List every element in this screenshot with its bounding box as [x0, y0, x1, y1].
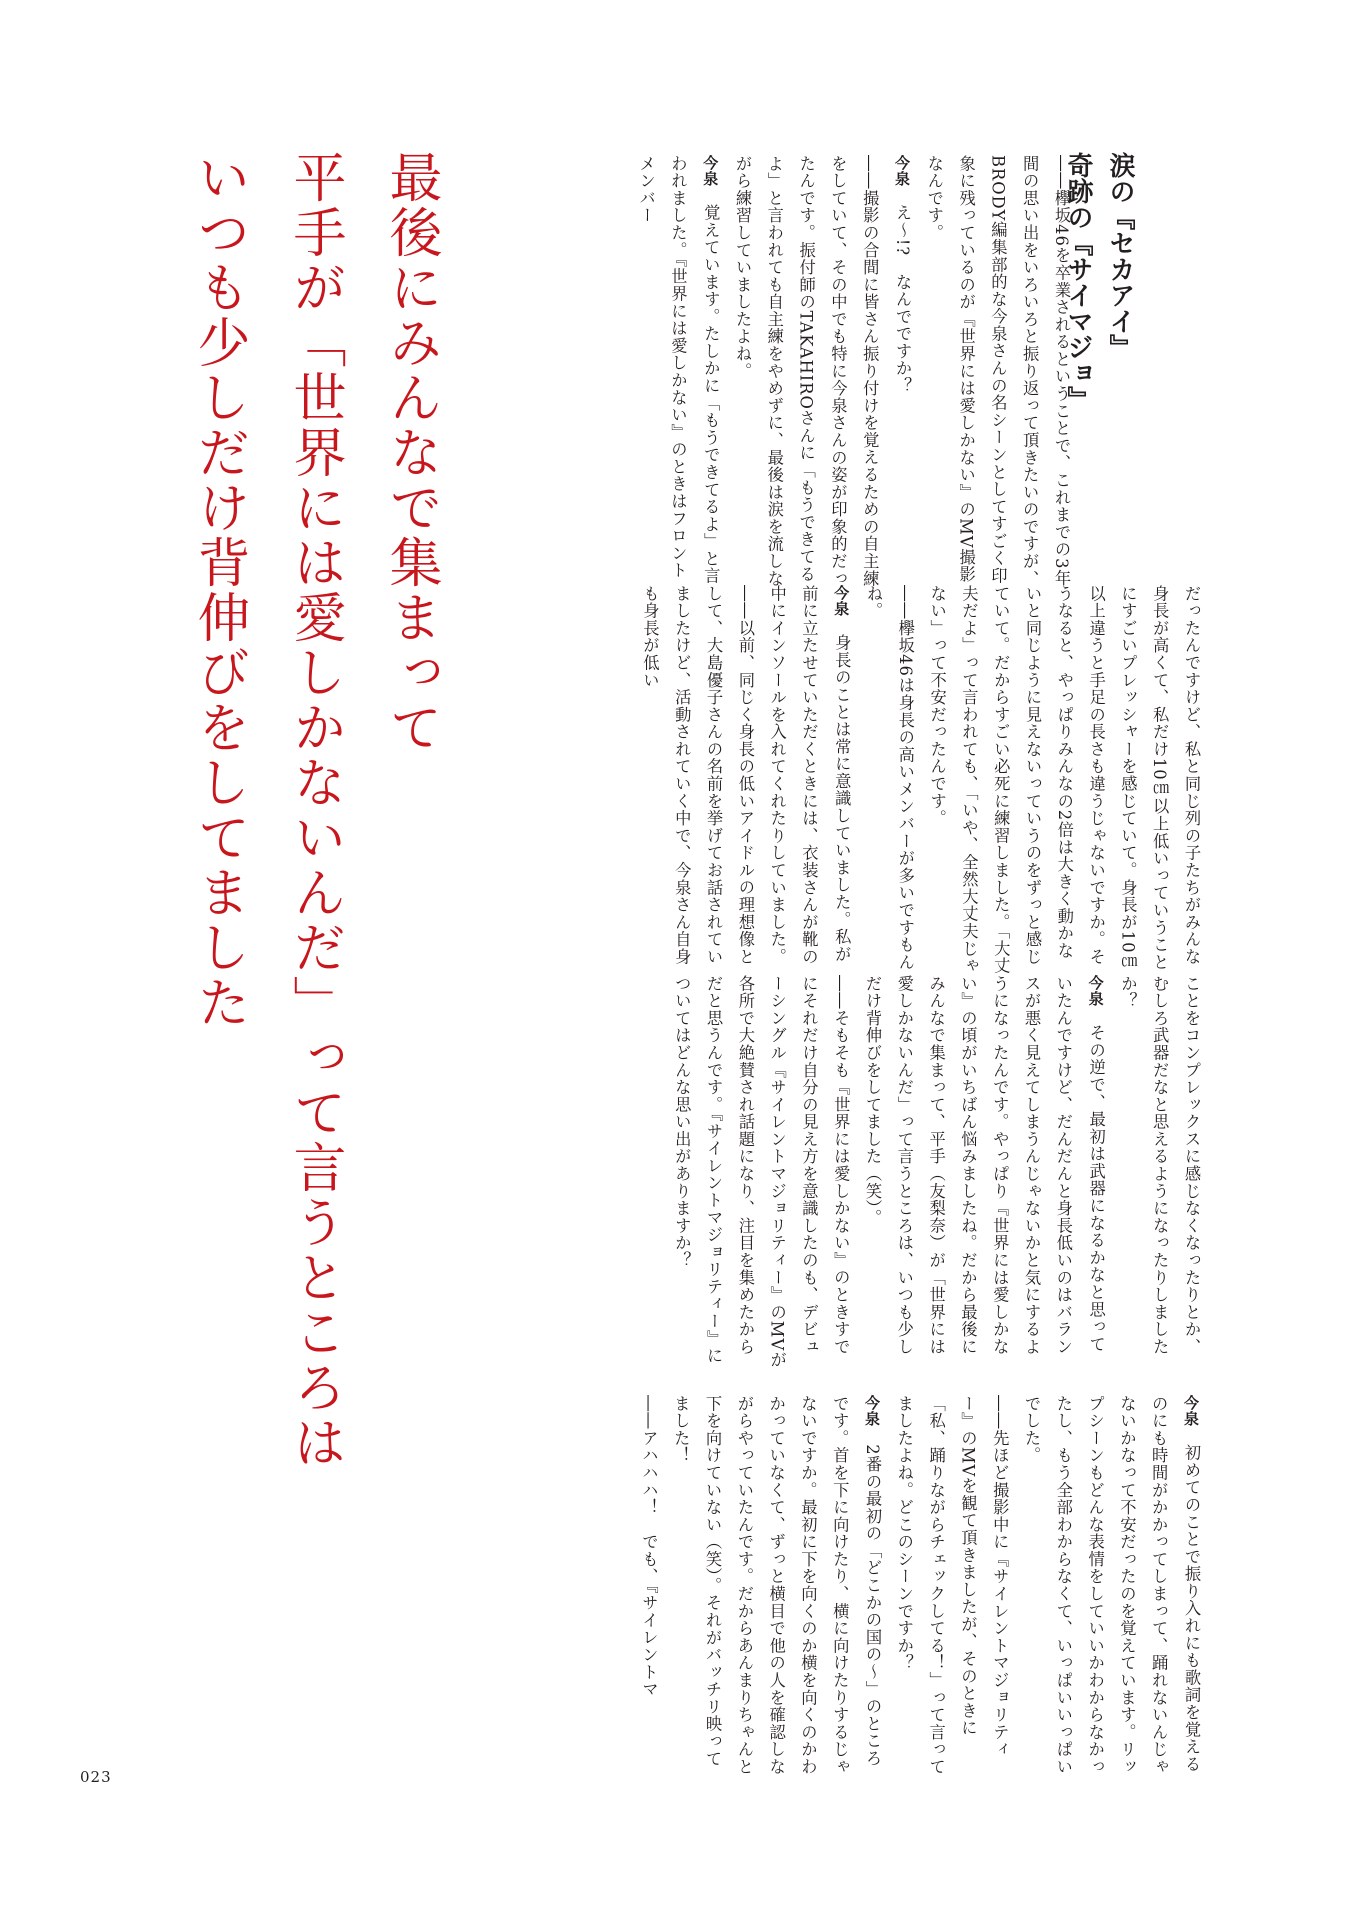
speaker-label: 今泉 — [1086, 975, 1105, 1007]
paragraph — [1015, 1395, 1207, 1780]
headline-line-2: 平手が「世界には愛しかないんだ」って言うところは — [285, 150, 346, 1470]
speaker-label: 今泉 — [863, 1395, 882, 1427]
paragraph — [918, 155, 1077, 595]
paragraph — [1112, 975, 1207, 1370]
paragraph-text: え〜!? なんでですか？ — [893, 204, 913, 395]
paragraph — [633, 1395, 665, 1780]
paragraph — [630, 155, 726, 595]
interview-block-3 — [665, 975, 1207, 1370]
speaker-label: 今泉 — [701, 155, 720, 187]
headline-line-1: 最後にみんなで集まって — [381, 150, 442, 755]
paragraph — [665, 975, 856, 1370]
interview-block-4 — [633, 1395, 1207, 1780]
page-number: 023 — [80, 1768, 112, 1786]
speaker-label: 今泉 — [1182, 1395, 1200, 1427]
paragraph — [885, 155, 918, 595]
subtitle-line-1: 涙の『セカアイ』 — [1105, 152, 1135, 360]
paragraph-text: だったんですけど、私と同じ列の子たちがみんな身長が高くて、私だけ10㎝以上低いっていうことにすごいプレッシャーを感じていて。身長が10㎝以上違うと手足の長さも違うじゃないですか。そうなると、やっぱりみんなの2倍は大きく動かないと同じように見えないっていうのをずっと感じていて。だからすごい必死に練習しました。「大丈夫だよ」って言われても、「いや、全然大丈夫じゃない」って不安だったんです。 — [927, 585, 1201, 975]
paragraph — [888, 1395, 1015, 1780]
paragraph — [921, 585, 1207, 975]
paragraph-text: 初めてのことで振り入れにも歌詞を覚えるのにも時間がかかってしまって、踊れないんじゃないかなって不安だったのを覚えています。リップシーンもどんな表情をしていいかわからなかったし、もう全部わからなくて、いっぱいいっぱいでした。 — [1022, 1395, 1201, 1776]
paragraph — [857, 585, 921, 975]
paragraph-text: ――撮影の合間に皆さん振り付けを覚えるための自主練をしていて、その中でも特に今泉さんの姿が印象的だったんです。振付師のTAKAHIROさんに「もうできてるよ」と言われても自主練をやめずに、最後は涙を流しながら練習していましたよね。 — [733, 155, 880, 588]
paragraph-text: ――以前、同じく身長の低いアイドルの理想像として、大島優子さんの名前を挙げてお話されていましたけど、活動されていく中で、今泉さん自身も身長が低い — [640, 585, 755, 966]
paragraph-text: その逆で、最初は武器になるかなと思っていたんですけど、だんだんと身長低いのはバランスが悪く見えてしまうんじゃないかと気にするようになったんです。やっぱり『世界には愛しかない』の頃がいちばん悩みましたね。だから最後にみんなで集まって、平手（友梨奈）が「世界には愛しかないんだ」って言うところは、いつも少しだけ背伸びをしてました（笑）。 — [863, 975, 1106, 1356]
paragraph-text: ――アハハハ！ でも、『サイレントマ — [639, 1395, 659, 1699]
paragraph-text: ――そもそも『世界には愛しかない』のときすでにそれだけ自分の見え方を意識したのも、デビューシングル『サイレントマジョリティー』のMVが各所で大絶賛され話題になり、注目を集めたからだと思うんです。『サイレントマジョリティー』についてはどんな思い出がありますか？ — [672, 975, 851, 1369]
interview-block-2 — [634, 585, 1207, 975]
paragraph — [761, 585, 857, 975]
speaker-label: 今泉 — [893, 155, 912, 187]
paragraph — [726, 155, 885, 595]
paragraph — [634, 585, 761, 975]
paragraph-text: 2番の最初の「どこかの国の〜」のところです。首を下に向けたり、横に向けたりするじゃないですか。最初に下を向くのか横を向くのかわかっていなくて、ずっと横目で他の人を確認しながらやっていたんです。だからあんまりちゃんと下を向けていない（笑）。それがバッチリ映ってました！ — [671, 1395, 883, 1776]
paragraph-text: 身長のことは常に意識していました。私が前に立たせていただくときには、衣装さんが靴の中にインソールを入れてくれたりしていました。 — [767, 585, 852, 966]
paragraph-text: 覚えています。たしかに「もうできてるよ」と言われました。『世界には愛しかない』のときはフロントメンバー — [636, 155, 721, 585]
paragraph — [664, 1395, 888, 1780]
interview-block-1 — [630, 155, 1077, 595]
speaker-label: 今泉 — [832, 585, 851, 617]
paragraph-text: ――欅坂46は身長の高いメンバーが多いですもんね。 — [864, 585, 915, 971]
paragraph — [856, 975, 1111, 1370]
subtitle-line-2: 奇跡の『サイマジョ』 — [1063, 152, 1093, 412]
headline — [171, 150, 459, 1520]
paragraph-text: ――欅坂46を卒業されるということで、これまでの3年間の思い出をいろいろと振り返って頂きたいのですが、BRODY編集部的な今泉さんの名シーンとしてすごく印象に残っているのが『世界には愛しかない』のMV撮影なんです。 — [924, 155, 1071, 588]
headline-line-3: いつも少しだけ背伸びをしてました — [189, 150, 250, 1030]
paragraph-text: ――先ほど撮影中に『サイレントマジョリティー』のMVを観て頂きましたが、そのときに「私、踊りながらチェックしてる！」って言ってましたよね。どこのシーンですか？ — [894, 1395, 1010, 1776]
paragraph-text: ことをコンプレックスに感じなくなったりとか、むしろ武器だなと思えるようになったりしましたか？ — [1118, 975, 1201, 1356]
